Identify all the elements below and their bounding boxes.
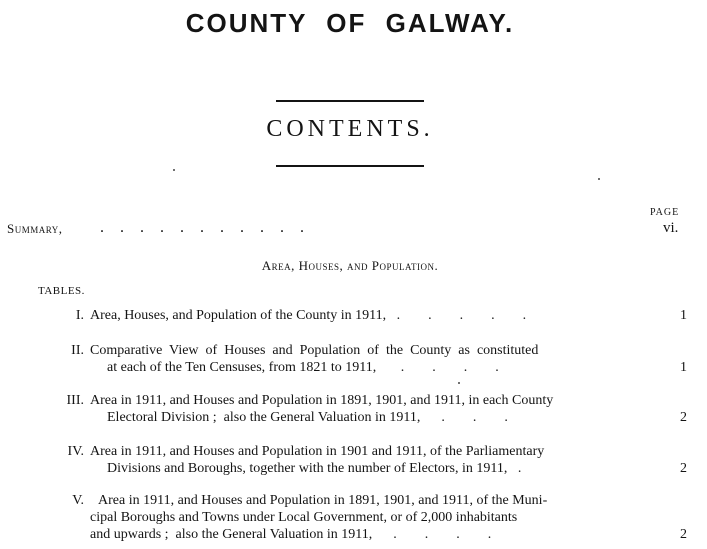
table-title-line: Divisions and Boroughs, together with the number of Electors, in 1911, . xyxy=(107,461,522,476)
top-rule xyxy=(276,100,424,102)
table-number: II. xyxy=(71,343,84,358)
contents-title: CONTENTS. xyxy=(266,116,434,142)
county-title: COUNTY OF GALWAY. xyxy=(185,8,515,38)
table-title-line: Area in 1911, and Houses and Population in 1901 and 1911, of the Parliamentary xyxy=(90,444,545,459)
summary-page-number: vi. xyxy=(663,220,679,236)
print-speck xyxy=(598,178,600,180)
table-title-line: Area, Houses, and Population of the County in 1911, . . . . . xyxy=(90,308,527,323)
table-number: III. xyxy=(66,393,84,408)
summary-leader-dots xyxy=(100,219,304,237)
table-page-number: 2 xyxy=(680,410,687,425)
table-title-line: Area in 1911, and Houses and Population in 1891, 1901, and 1911, in each County xyxy=(90,393,554,408)
table-page-number: 2 xyxy=(680,527,687,542)
table-title-line: Comparative View of Houses and Population of the County as constituted xyxy=(90,343,539,358)
summary-dots-text: . . . . . . . . . . . xyxy=(100,219,304,236)
section-heading: Area, Houses, and Population. xyxy=(261,258,439,273)
table-number: V. xyxy=(72,493,84,508)
table-title-line: Area in 1911, and Houses and Population in 1891, 1901, and 1911, of the Muni- xyxy=(98,493,548,508)
summary-label: Summary, xyxy=(7,221,63,236)
table-page-number: 2 xyxy=(680,461,687,476)
bottom-rule xyxy=(276,165,424,167)
tables-label: TABLES. xyxy=(38,285,85,297)
table-title-line: at each of the Ten Censuses, from 1821 to 1911, . . . . xyxy=(107,360,499,375)
table-number: IV. xyxy=(67,444,84,459)
table-title-line: and upwards ; also the General Valuation in 1911, . . . . xyxy=(90,527,492,542)
print-speck xyxy=(458,382,460,384)
table-number: I. xyxy=(75,308,84,323)
page-column-label: PAGE xyxy=(650,207,680,218)
table-page-number: 1 xyxy=(680,308,687,323)
print-speck xyxy=(173,169,175,171)
table-title-line: cipal Boroughs and Towns under Local Government, or of 2,000 inhabitants xyxy=(90,510,518,525)
table-title-line: Electoral Division ; also the General Valuation in 1911, . . . xyxy=(107,410,508,425)
table-page-number: 1 xyxy=(680,360,687,375)
